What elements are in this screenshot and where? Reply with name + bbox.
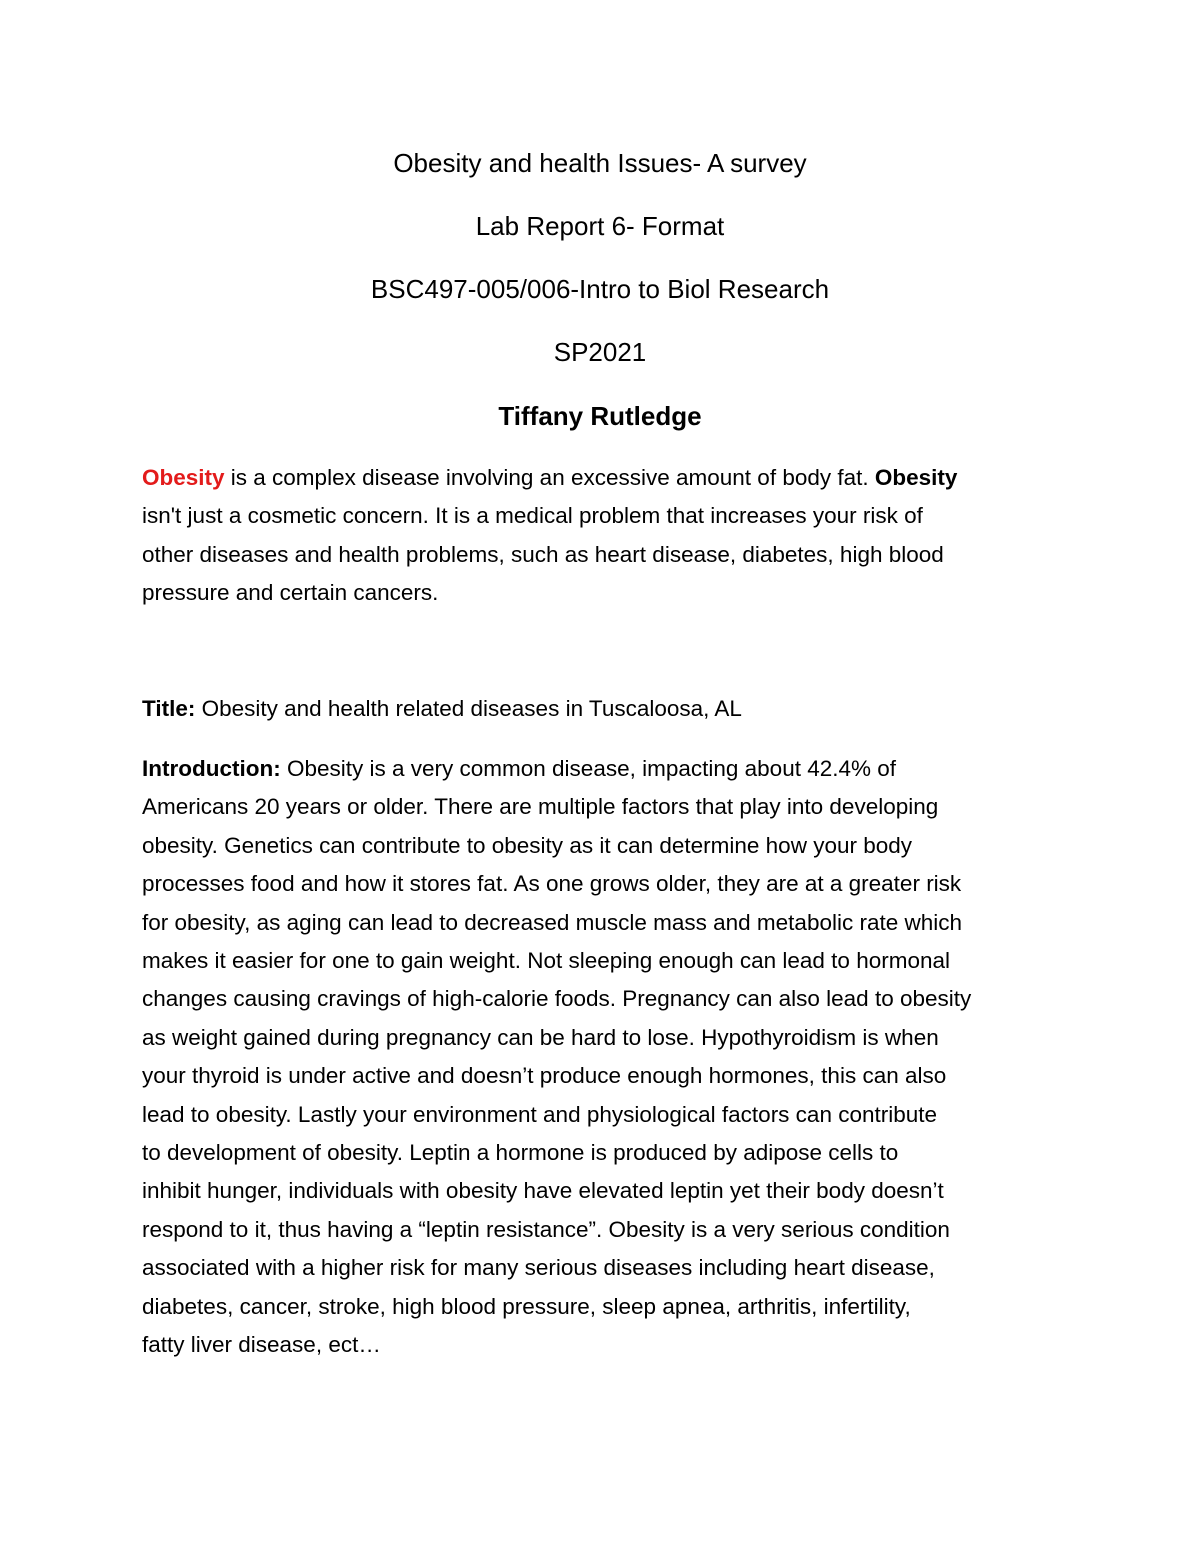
introduction-line: Americans 20 years or older. There are multiple factors that play into developing bbox=[142, 794, 939, 820]
bold-term: Obesity bbox=[874, 465, 958, 490]
introduction-line: your thyroid is under active and doesn’t produce enough hormones, this can also bbox=[142, 1063, 947, 1089]
definition-line: pressure and certain cancers. bbox=[142, 580, 439, 606]
introduction-line: processes food and how it stores fat. As one grows older, they are at a greater risk bbox=[142, 871, 962, 897]
introduction-label: Introduction: bbox=[142, 756, 281, 781]
definition-line: other diseases and health problems, such as heart disease, diabetes, high blood bbox=[142, 541, 944, 567]
introduction-paragraph bbox=[142, 750, 1062, 1365]
course-name: BSC497-005/006-Intro to Biol Research bbox=[370, 274, 830, 304]
introduction-line: for obesity, as aging can lead to decreased muscle mass and metabolic rate which bbox=[142, 909, 963, 935]
introduction-line: respond to it, thus having a “leptin resistance”. Obesity is a very serious condition bbox=[142, 1216, 950, 1242]
title-text: Obesity and health related diseases in Tuscaloosa, AL bbox=[195, 696, 742, 721]
introduction-line: lead to obesity. Lastly your environment and physiological factors can contribute bbox=[142, 1101, 938, 1127]
introduction-line bbox=[142, 750, 1062, 788]
introduction-line: makes it easier for one to gain weight. Not sleeping enough can lead to hormonal bbox=[142, 948, 951, 974]
introduction-text: Obesity is a very common disease, impacting about 42.4% of bbox=[280, 756, 897, 781]
author-name: Tiffany Rutledge bbox=[498, 401, 702, 431]
definition-text: is a complex disease involving an excessive amount of body fat. bbox=[224, 465, 875, 490]
document-subtitle: Lab Report 6- Format bbox=[475, 211, 725, 241]
introduction-line: associated with a higher risk for many serious diseases including heart disease, bbox=[142, 1255, 935, 1281]
introduction-line: obesity. Genetics can contribute to obesity as it can determine how your body bbox=[142, 832, 912, 858]
document-title: Obesity and health Issues- A survey bbox=[393, 148, 807, 178]
term-label: SP2021 bbox=[553, 337, 647, 367]
title-line bbox=[142, 690, 1062, 728]
introduction-line: fatty liver disease, ect… bbox=[142, 1332, 381, 1358]
introduction-line: as weight gained during pregnancy can be hard to lose. Hypothyroidism is when bbox=[142, 1024, 939, 1050]
introduction-line: inhibit hunger, individuals with obesity have elevated leptin yet their body doesn’t bbox=[142, 1178, 944, 1204]
definition-line bbox=[142, 459, 1062, 497]
title-label: Title: bbox=[142, 696, 196, 721]
highlighted-term: Obesity bbox=[142, 465, 225, 490]
introduction-line: to development of obesity. Leptin a hormone is produced by adipose cells to bbox=[142, 1140, 899, 1166]
title-paragraph bbox=[142, 690, 1062, 728]
introduction-line: changes causing cravings of high-calorie foods. Pregnancy can also lead to obesity bbox=[142, 986, 972, 1012]
introduction-line: diabetes, cancer, stroke, high blood pressure, sleep apnea, arthritis, infertility, bbox=[142, 1293, 911, 1319]
definition-paragraph bbox=[142, 459, 1062, 613]
definition-line: isn't just a cosmetic concern. It is a medical problem that increases your risk of bbox=[142, 503, 923, 529]
